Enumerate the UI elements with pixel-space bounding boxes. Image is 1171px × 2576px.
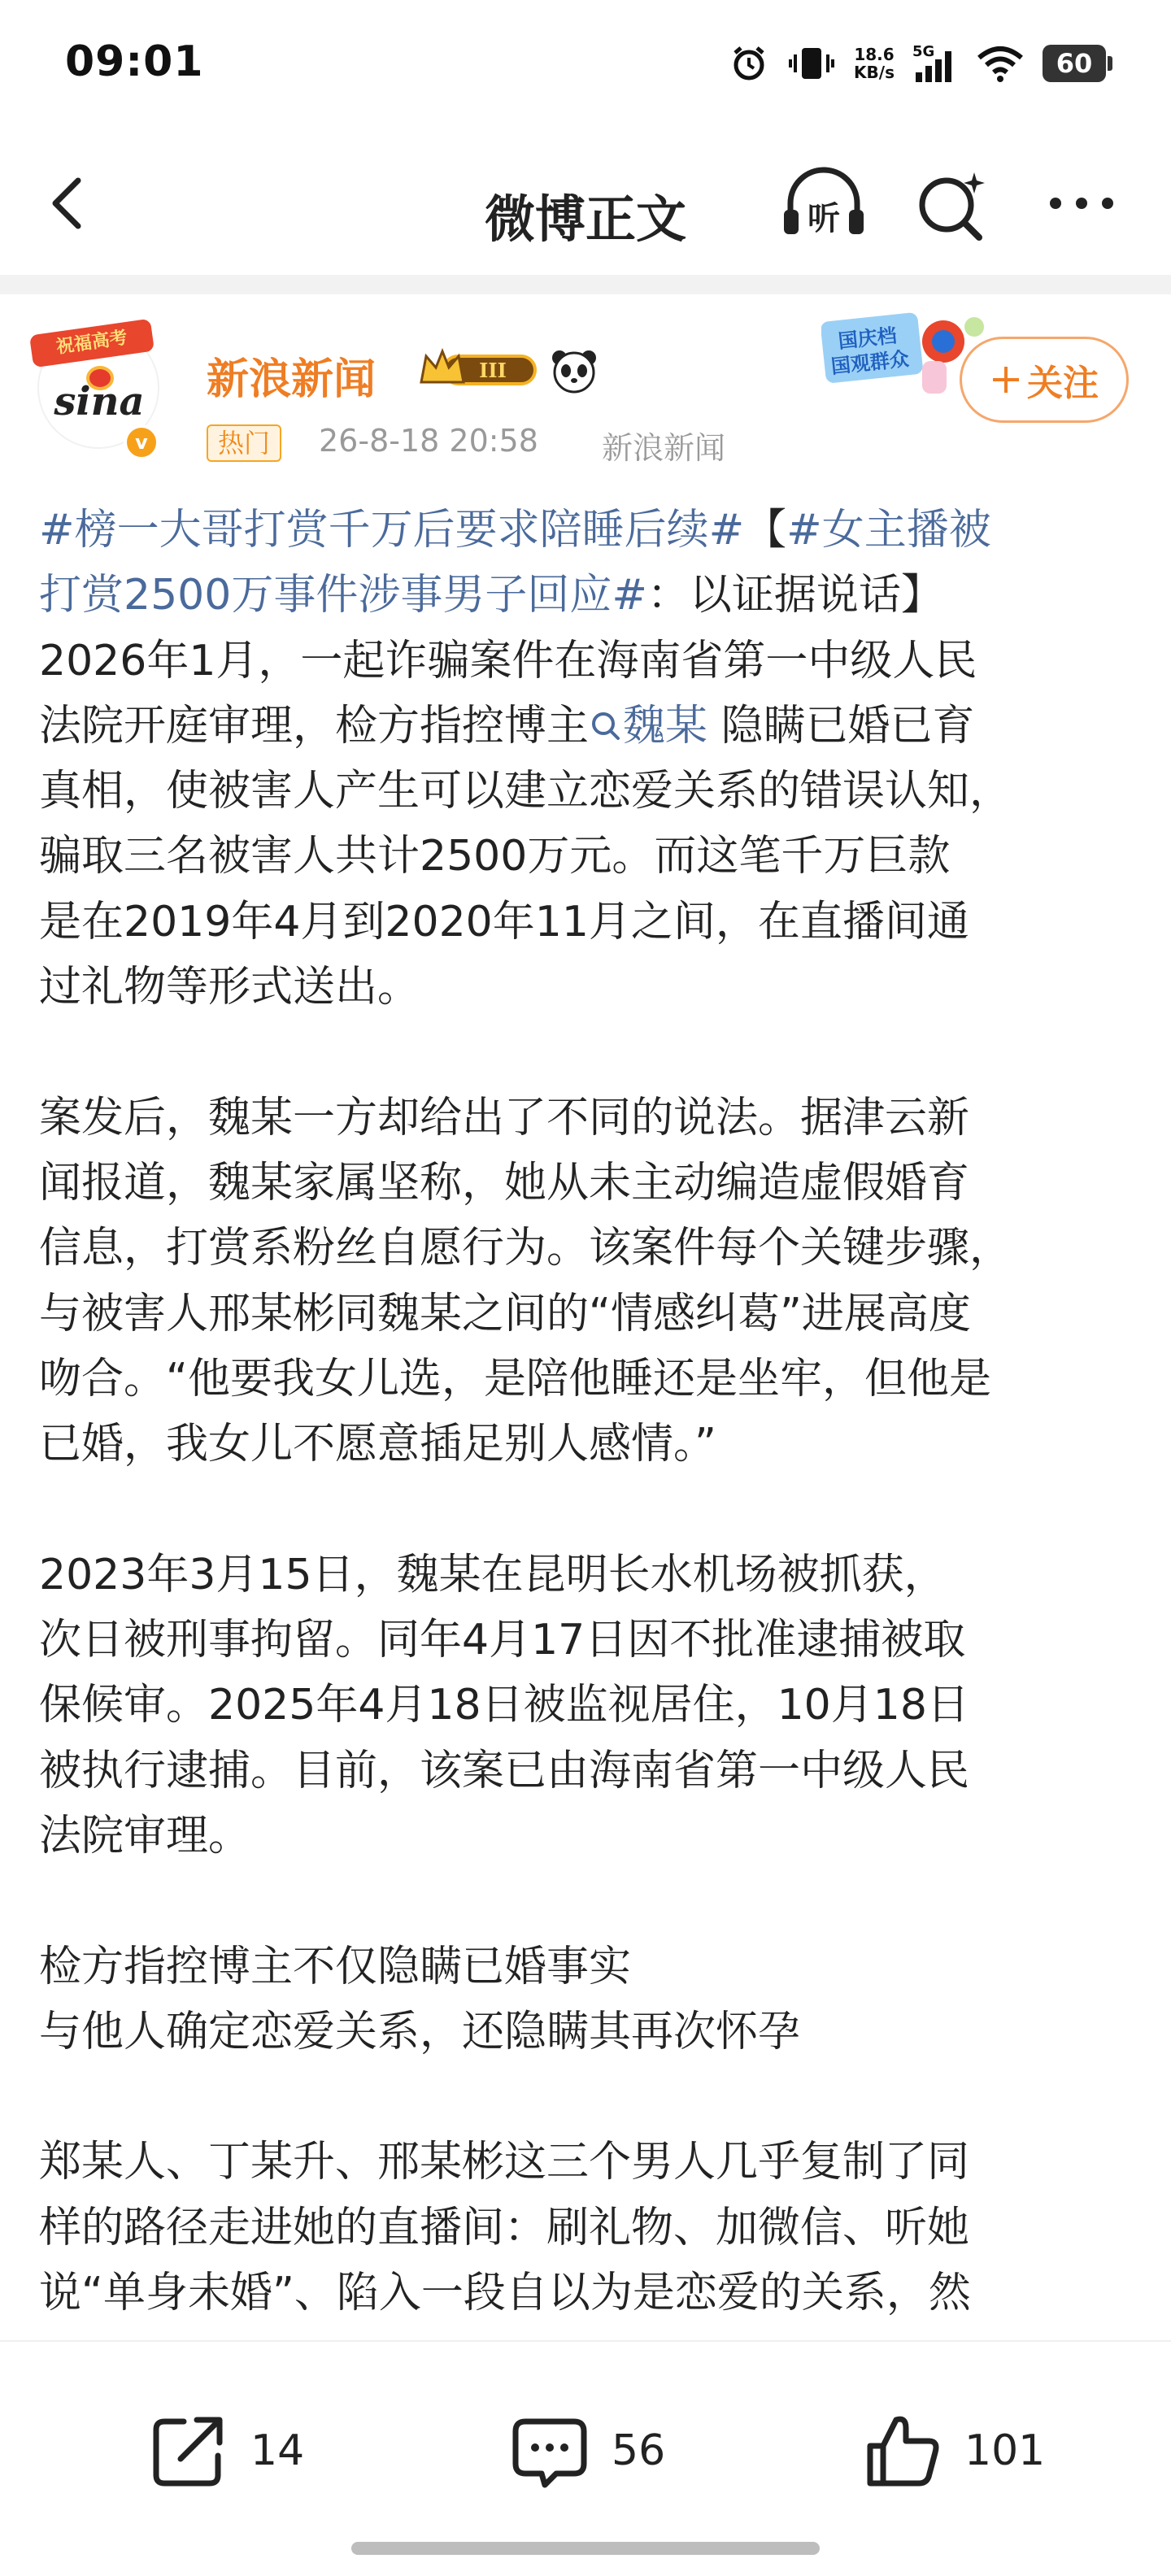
post-time: 26-8-18 20:58 — [319, 423, 538, 459]
listen-label: 听 — [808, 200, 840, 237]
svg-text:5G: 5G — [912, 43, 935, 60]
text-line — [39, 563, 1145, 628]
text-line — [39, 498, 1145, 563]
text-line: 吻合。“他要我女儿选，是陪他睡还是坐牢，但他是 — [39, 1354, 991, 1403]
text-line: 次日被刑事拘留。同年4月17日因不批准逮捕被取 — [39, 1616, 966, 1665]
net-speed-unit: KB/s — [854, 63, 895, 82]
follow-button[interactable] — [960, 337, 1129, 423]
text-line: 被执行逮捕。目前，该案已由海南省第一中级人民 — [39, 1746, 970, 1795]
text-line: 过礼物等形式送出。 — [39, 963, 420, 1012]
text-line: 真相，使被害人产生可以建立恋爱关系的错误认知， — [39, 767, 1012, 816]
text-line: 与他人确定恋爱关系，还隐瞒其再次怀孕 — [39, 2007, 801, 2056]
blank-line — [39, 1477, 1145, 1542]
text-line: 闻报道，魏某家属坚称，她从未主动编造虚假婚育 — [39, 1158, 970, 1208]
avatar-logo: sina — [54, 379, 145, 424]
vibrate-icon — [787, 43, 836, 84]
net-speed — [854, 46, 895, 81]
topic-link[interactable]: #女主播被 — [786, 506, 991, 555]
text-line: 与被害人邢某彬同魏某之间的“情感纠葛”进展高度 — [39, 1289, 971, 1338]
verified-badge: v — [124, 424, 159, 460]
promo-line2: 国观群众 — [829, 347, 911, 379]
text-span: 【 — [744, 506, 787, 555]
text-line: 骗取三名被害人共计2500万元。而这笔千万巨款 — [39, 832, 951, 881]
text-line: 郑某人、丁某升、邢某彬这三个男人几乎复制了同 — [39, 2138, 970, 2187]
avatar-ribbon: 祝福高考 — [29, 319, 155, 368]
mention-link[interactable] — [589, 702, 707, 751]
search-small-icon — [589, 709, 623, 743]
mention-text: 魏某 — [623, 701, 708, 751]
nav-bar — [0, 146, 1171, 260]
text-span: ：以证据说话】 — [646, 571, 943, 620]
wifi-icon — [976, 43, 1025, 84]
text-span: 隐瞒已婚已育 — [707, 701, 975, 751]
bottom-action-bar — [0, 2340, 1171, 2576]
author-name[interactable]: 新浪新闻 — [207, 355, 377, 404]
comment-button[interactable] — [509, 2402, 665, 2500]
status-icons — [729, 41, 1106, 86]
share-count: 14 — [250, 2426, 305, 2475]
share-icon — [148, 2410, 229, 2491]
panda-icon — [550, 346, 599, 395]
text-line: 信息，打赏系粉丝自愿行为。该案件每个关键步骤， — [39, 1224, 1012, 1273]
status-bar — [0, 0, 1171, 122]
page-title: 微博正文 — [484, 189, 686, 249]
text-line: 检方指控博主不仅隐瞒已婚事实 — [39, 1942, 632, 1991]
battery-icon: 60 — [1043, 45, 1106, 82]
text-line: 案发后，魏某一方却给出了不同的说法。据津云新 — [39, 1093, 970, 1142]
text-span: 法院开庭审理，检方指控博主 — [39, 701, 590, 751]
text-line: 保候审。2025年4月18日被监视居住，10月18日 — [39, 1681, 969, 1730]
text-line: 说“单身未婚”、陷入一段自以为是恋爱的关系，然 — [39, 2269, 971, 2318]
post-body — [39, 498, 1145, 2326]
text-line: 法院审理。 — [39, 1811, 251, 1860]
text-line — [39, 694, 1145, 759]
alarm-icon — [729, 43, 769, 84]
post-header — [0, 294, 1171, 490]
text-line: 是在2019年4月到2020年11月之间，在直播间通 — [39, 897, 969, 946]
hot-tag: 热门 — [207, 424, 281, 462]
follow-label: 关注 — [1027, 363, 1099, 404]
like-icon — [862, 2410, 943, 2491]
plus-icon — [990, 363, 1022, 396]
more-icon[interactable] — [1041, 171, 1122, 236]
listen-icon[interactable] — [779, 163, 868, 244]
vip-level: III — [479, 359, 507, 382]
text-line: 2023年3月15日，魏某在昆明长水机场被抓获， — [39, 1550, 947, 1599]
blank-line — [39, 1020, 1145, 1085]
comment-icon — [509, 2410, 590, 2491]
text-line: 2026年1月，一起诈骗案件在海南省第一中级人民 — [39, 636, 977, 685]
post-source: 新浪新闻 — [602, 430, 726, 466]
text-line: 样的路径走进她的直播间：刷礼物、加微信、听她 — [39, 2203, 970, 2252]
status-time: 09:01 — [65, 37, 204, 86]
promo-line1: 国庆档 — [837, 324, 899, 353]
home-indicator[interactable] — [351, 2542, 820, 2555]
like-button[interactable] — [862, 2402, 1045, 2500]
topic-link[interactable]: 打赏2500万事件涉事男子回应# — [39, 571, 647, 620]
comment-count: 56 — [612, 2426, 666, 2475]
section-divider — [0, 275, 1171, 294]
blank-line — [39, 1869, 1145, 1934]
blank-line — [39, 2065, 1145, 2130]
topic-link[interactable]: #榜一大哥打赏千万后要求陪睡后续# — [39, 506, 745, 555]
net-speed-value: 18.6 — [854, 45, 895, 64]
text-line: 已婚，我女儿不愿意插足别人感情。” — [39, 1420, 716, 1469]
signal-icon — [912, 43, 958, 84]
vip-crown-icon — [418, 346, 540, 392]
share-button[interactable] — [148, 2402, 304, 2500]
search-icon[interactable] — [911, 164, 992, 246]
like-count: 101 — [964, 2426, 1046, 2475]
